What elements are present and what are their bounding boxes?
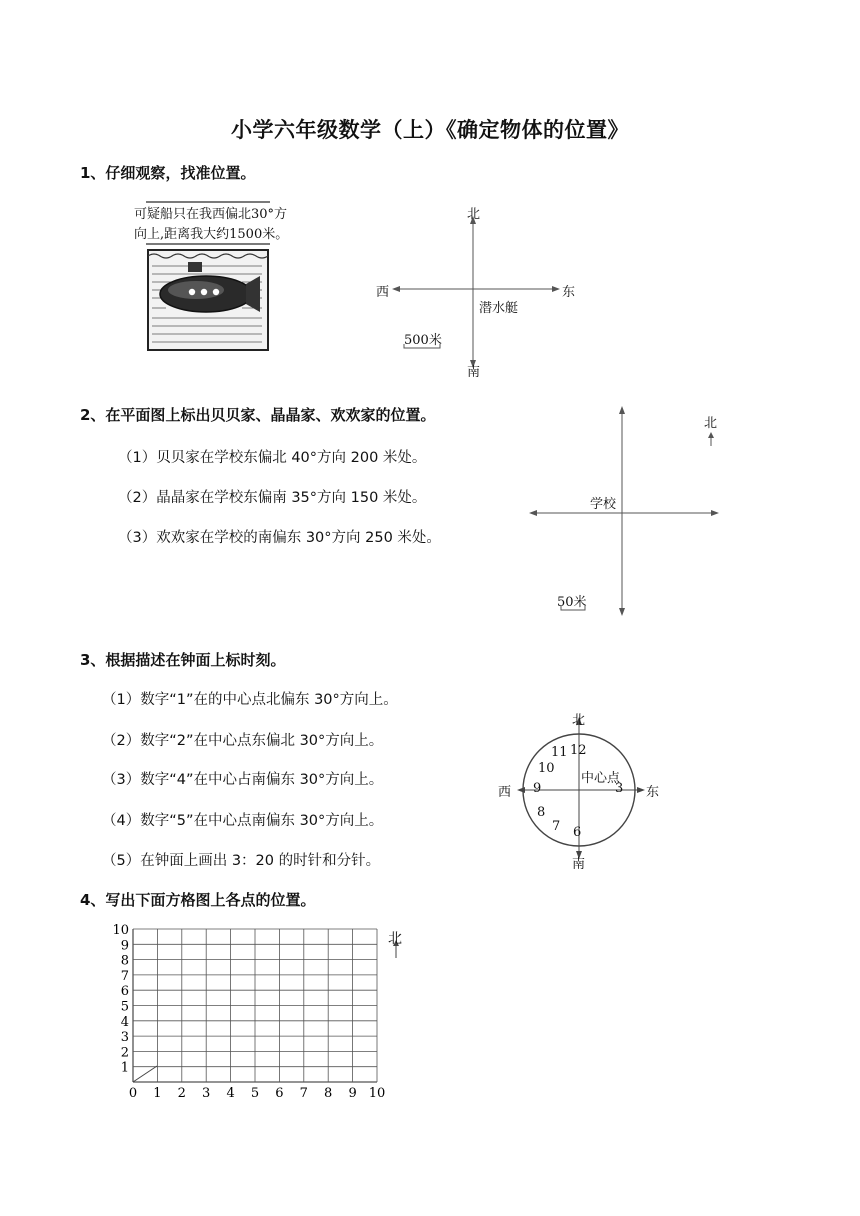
- q1-east-arrow: [552, 286, 560, 292]
- clock-number-10: 10: [538, 761, 555, 776]
- grid-x-tick-label: 7: [299, 1086, 308, 1101]
- clock-number-6: 6: [573, 825, 582, 840]
- grid-x-tick-label: 3: [202, 1086, 211, 1101]
- q1-scale-label: 500米: [404, 333, 442, 348]
- q2-west-arrowhead: [529, 510, 537, 516]
- q1-north-label: 北: [467, 207, 481, 222]
- grid-x-tick-label: 9: [348, 1086, 357, 1101]
- grid-x-tick-label: 10: [368, 1086, 386, 1101]
- q3-item-3: （3）数字“4”在中心占南偏东 30°方向上。: [102, 772, 384, 788]
- grid-y-tick-label: 6: [120, 984, 129, 1000]
- grid-x-tick-label: 0: [128, 1086, 138, 1101]
- clock-north-label: 北: [572, 713, 586, 728]
- q2-item-3: （3）欢欢家在学校的南偏东 30°方向 250 米处。: [118, 530, 441, 546]
- q2-item-2: （2）晶晶家在学校东偏南 35°方向 150 米处。: [118, 490, 427, 506]
- grid-lines: [133, 929, 377, 1082]
- q1-west-label: 西: [376, 285, 390, 300]
- question-4-heading: 4、写出下面方格图上各点的位置。: [80, 891, 316, 909]
- grid-x-tick-label: 1: [153, 1086, 162, 1101]
- grid-y-tick-label: 5: [120, 999, 129, 1015]
- q2-school-label: 学校: [590, 497, 617, 512]
- clock-number-3: 3: [615, 781, 624, 796]
- speech-line-2: 向上,距离我大约1500米。: [134, 227, 289, 242]
- q3-item-2: （2）数字“2”在中心点东偏北 30°方向上。: [102, 733, 384, 749]
- grid-y-tick-label: 8: [120, 953, 129, 969]
- grid-x-tick-label: 5: [250, 1086, 260, 1101]
- grid-y-tick-label: 9: [120, 938, 129, 954]
- grid-y-tick-label: 2: [120, 1045, 129, 1061]
- grid-x-ticks: [129, 1086, 385, 1101]
- grid-origin-segment: [133, 1066, 157, 1082]
- q2-item-1: （1）贝贝家在学校东偏北 40°方向 200 米处。: [118, 450, 427, 466]
- q3-item-1: （1）数字“1”在的中心点北偏东 30°方向上。: [102, 692, 398, 708]
- q2-south-arrowhead: [619, 608, 625, 616]
- grid-y-tick-label: 10: [112, 923, 129, 938]
- clock-south-label: 南: [572, 857, 586, 872]
- grid-x-tick-label: 8: [324, 1086, 333, 1101]
- clock-number-9: 9: [533, 781, 542, 796]
- question-3-heading: 3、根据描述在钟面上标时刻。: [80, 651, 286, 669]
- clock-number-8: 8: [537, 805, 546, 820]
- q4-grid-diagram: [100, 918, 410, 1103]
- q2-map-diagram: [525, 400, 755, 620]
- clock-center-label: 中心点: [581, 771, 621, 786]
- speech-line-1: 可疑船只在我西偏北30°方: [134, 207, 288, 222]
- q3-item-5: （5）在钟面上画出 3：20 的时针和分针。: [102, 853, 381, 869]
- grid-x-tick-label: 4: [226, 1086, 235, 1101]
- q2-north-label: 北: [704, 416, 718, 431]
- q2-north-arrowhead: [619, 406, 625, 414]
- q1-east-label: 东: [562, 285, 576, 300]
- grid-y-tick-label: 4: [120, 1014, 129, 1030]
- grid-y-ticks: [112, 923, 129, 1076]
- question-2-heading: 2、在平面图上标出贝贝家、晶晶家、欢欢家的位置。: [80, 406, 436, 424]
- q1-center-label: 潜水艇: [479, 301, 519, 316]
- q2-scale-label: 50米: [557, 595, 587, 610]
- grid-x-tick-label: 6: [275, 1086, 284, 1101]
- q2-east-arrowhead: [711, 510, 719, 516]
- grid-x-tick-label: 2: [177, 1086, 186, 1101]
- clock-east-label: 东: [646, 785, 660, 800]
- clock-number-11: 11: [551, 745, 568, 760]
- q1-compass-diagram: [370, 200, 590, 380]
- q2-north-indicator-head: [708, 432, 714, 438]
- clock-number-7: 7: [552, 819, 561, 834]
- grid-y-tick-label: 3: [120, 1030, 129, 1046]
- grid-y-tick-label: 7: [120, 968, 129, 984]
- q3-clock-diagram: [495, 705, 665, 875]
- q1-south-label: 南: [467, 365, 481, 380]
- speech-bubble-text: [134, 205, 288, 245]
- grid-y-tick-label: 1: [120, 1060, 129, 1076]
- q3-item-4: （4）数字“5”在中心点南偏东 30°方向上。: [102, 813, 384, 829]
- clock-west-label: 西: [498, 785, 512, 800]
- q1-west-arrow: [392, 286, 400, 292]
- page-title: 小学六年级数学（上）《确定物体的位置》: [231, 118, 629, 142]
- q4-north-label: 北: [388, 931, 402, 947]
- clock-number-12: 12: [570, 743, 587, 758]
- question-1-heading: 1、仔细观察，找准位置。: [80, 164, 256, 182]
